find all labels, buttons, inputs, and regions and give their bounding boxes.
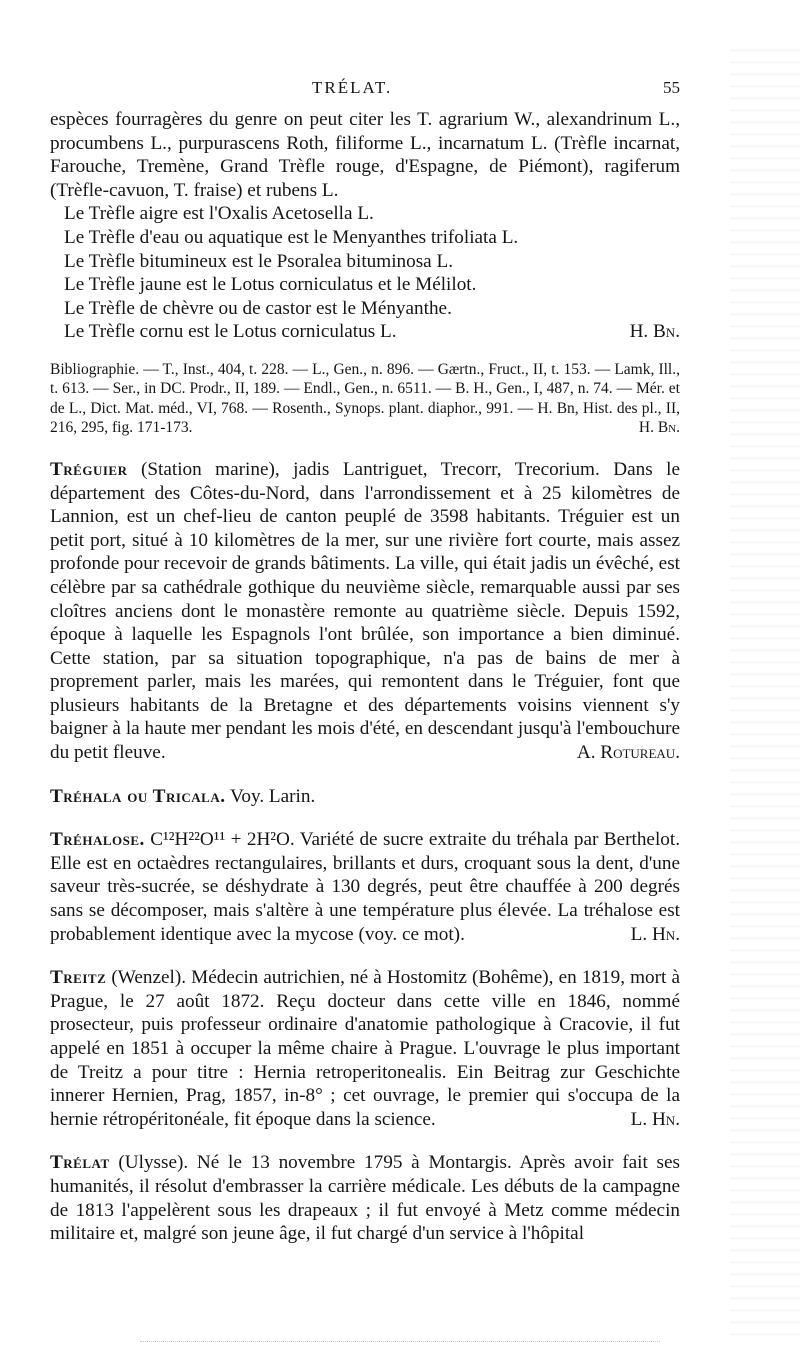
trefle-line-1: Le Trèfle aigre est l'Oxalis Acetosella L. — [64, 203, 374, 225]
entry-text: (Station marine), jadis Lantriguet, Trecorr, Trecorium. Dans le département des Côtes-du-Nord, dans l'arrondissement et à 25 kilomètres de Lannion, est un chef-lieu de canton peuplé de 3598 habitants. Tréguier est un petit port, situé à 10 kilomètres de la mer, sur une rivière fort courte, mais assez profonde pour recevoir de grands bâtiments. La ville, qui était jadis un évêché, est célèbre par sa cathédrale gothique du neuvième siècle, remarquable aussi par ses cloîtres anciens dont le monastère remonte au quatrième siècle. Depuis 1592, époque à laquelle les Espagnols l'ont brûlée, son importance a bien diminué. Cette station, par sa situation topographique, n'a pas de bains de mer à proprement parler, mais les marées, qui remontent dans le Tréguier, font que plusieurs habitants de la Bretagne et des départements voisins viennent s'y baigner à la haute mer pendant les mois d'été, en descendant jusqu'à l'embouchure du petit fleuve. — [50, 458, 680, 764]
trefle-continuation — [50, 108, 680, 344]
page-number: 55 — [663, 78, 680, 97]
trefle-line-4: Le Trèfle jaune est le Lotus corniculatus et le Mélilot. — [64, 274, 477, 296]
bibliography — [50, 360, 680, 438]
entry-text: (Wenzel). Médecin autrichien, né à Hostomitz (Bohême), en 1819, mort à Prague, le 27 août 1872. Reçu docteur dans cette ville en 1846, nommé prosecteur, puis professeur ordinaire d'anatomie pathologique à Cracovie, il fut appelé en 1851 à occuper la même chaire à Prague. L'ouvrage le plus important de Treitz a pour titre : Hernia retroperitonealis. Ein Beitrag zur Geschichte innerer Hernien, Prag, 1857, in-8° ; cet ouvrage, le premier qui s'occupa de la hernie rétropéritonéale, fit époque dans la science. — [50, 967, 680, 1130]
entry-text: Voy. Larin. — [225, 785, 316, 807]
page — [50, 78, 680, 1246]
entry-signature: A. Rotureau. — [576, 742, 680, 764]
entry-text: C¹²H²²O¹¹ + 2H²O. Variété de sucre extraite du tréhala par Berthelot. Elle est en octaèdres rectangulaires, brillants et durs, croquant sous la dent, d'une saveur très-sucrée, se déshydrate à 130 degrés, peut être chauffée à 200 degrés sans se décomposer, mais s'altère à une température plus élevée. La tréhalose est probablement identique avec la mycose (voy. ce mot). — [50, 829, 680, 945]
entry-head: Treitz — [50, 967, 107, 989]
entry-head: Tréguier — [50, 458, 128, 480]
entry-text: (Ulysse). Né le 13 novembre 1795 à Montargis. Après avoir fait ses humanités, il résolut d'embrasser la carrière médicale. Les débuts de la campagne de 1813 l'appelèrent sous les drapeaux ; il fut envoyé à Metz comme médecin militaire et, malgré son jeune âge, il fut chargé d'un service à l'hôpital — [50, 1152, 680, 1245]
bibliography-signature: H. Bn. — [638, 419, 680, 437]
scan-bottom-artifact — [140, 1341, 660, 1342]
trefle-paragraph: espèces fourragères du genre on peut citer les T. agrarium W., alexandrinum L., procumbens L., purpurascens Roth, filiforme L., incarnatum L. (Trèfle incarnat, Farouche, Tremène, Grand Trèfle rouge, d'Espagne, de Piémont), ragiferum (Trèfle-cavuon, T. fraise) et rubens L. — [50, 109, 680, 201]
trefle-line-6-text: Le Trèfle cornu est le Lotus corniculatus L. — [64, 321, 397, 343]
scan-edge-artifact — [730, 40, 800, 1340]
author-signature: H. Bn. — [629, 321, 680, 343]
trefle-line-6 — [64, 320, 680, 344]
entry-trehala — [50, 785, 680, 809]
entry-trelat — [50, 1151, 680, 1245]
entry-treguier — [50, 458, 680, 765]
trefle-line-2: Le Trèfle d'eau ou aquatique est le Menyanthes trifoliata L. — [64, 226, 519, 248]
bibliography-text: Bibliographie. — T., Inst., 404, t. 228. — L., Gen., n. 896. — Gærtn., Fruct., II, t. 153. — Lamk, Ill., t. 613. — Ser., in DC. Prodr., II, 189. — Endl., Gen., n. 6511. — B. H., Gen., I, 487, n. 74. — Mér. et de L., Dict. Mat. méd., VI, 768. — Rosenth., Synops. plant. diaphor., 991. — H. Bn, Hist. des pl., II, 216, 295, fig. 171-173. — [50, 360, 680, 437]
trefle-line-3: Le Trèfle bitumineux est le Psoralea bituminosa L. — [64, 250, 454, 272]
entry-signature: L. Hn. — [630, 923, 680, 945]
entry-signature: L. Hn. — [630, 1108, 680, 1130]
entry-head: Tréhala ou Tricala. — [50, 785, 226, 807]
trefle-line-5: Le Trèfle de chèvre ou de castor est le Ményanthe. — [64, 297, 452, 319]
entry-head: Tréhalose. — [50, 829, 145, 851]
entry-head: Trélat — [50, 1152, 110, 1174]
entry-trehalose — [50, 828, 680, 946]
running-title: TRÉLAT. — [312, 78, 393, 97]
running-head — [50, 78, 680, 108]
entry-treitz — [50, 966, 680, 1131]
